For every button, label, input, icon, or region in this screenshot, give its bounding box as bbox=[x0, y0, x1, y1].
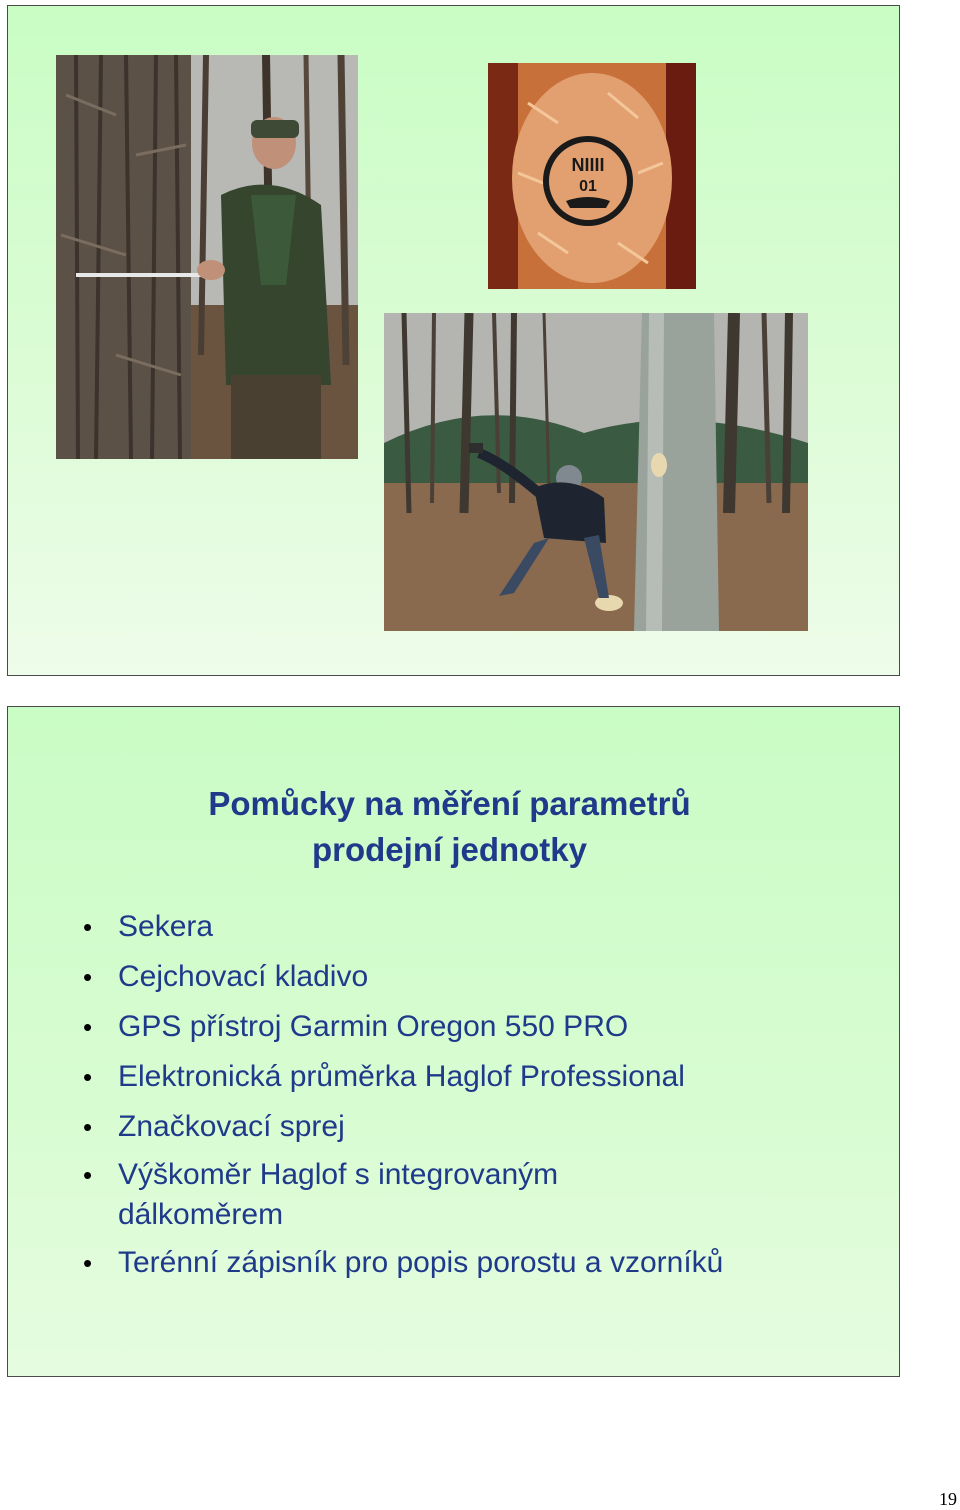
list-item bbox=[83, 1155, 678, 1235]
bullet-icon: • bbox=[83, 1012, 93, 1042]
list-item bbox=[83, 1241, 883, 1285]
tools-bullet-list bbox=[83, 905, 883, 1291]
slide-photos bbox=[7, 5, 900, 676]
slide-title-line2: prodejní jednotky bbox=[311, 831, 588, 868]
bullet-icon: • bbox=[83, 1112, 93, 1142]
photo-marking-tree-with-hammer bbox=[384, 313, 808, 631]
photo-tree-diameter-measuring bbox=[56, 55, 358, 459]
list-item-text: Terénní zápisník pro popis porostu a vzorníků bbox=[118, 1246, 724, 1279]
list-item-text: GPS přístroj Garmin Oregon 550 PRO bbox=[118, 1010, 629, 1043]
bullet-icon: • bbox=[83, 912, 93, 942]
list-item bbox=[83, 1105, 883, 1149]
list-item-text: Značkovací sprej bbox=[118, 1110, 345, 1143]
svg-text:01: 01 bbox=[579, 178, 597, 195]
slide-title-line1: Pomůcky na měření parametrů bbox=[208, 785, 691, 822]
list-item bbox=[83, 1055, 883, 1099]
list-item-text: Cejchovací kladivo bbox=[118, 960, 369, 993]
list-item-text: Elektronická průměrka Haglof Professional bbox=[118, 1060, 685, 1093]
list-item bbox=[83, 905, 883, 949]
list-item-text: Výškoměr Haglof s integrovaným dálkoměrem bbox=[118, 1158, 559, 1231]
bullet-icon: • bbox=[83, 1160, 93, 1190]
svg-text:NIIII: NIIII bbox=[571, 155, 605, 175]
bullet-icon: • bbox=[83, 1062, 93, 1092]
photo-tree-stamp bbox=[488, 63, 696, 289]
list-item bbox=[83, 955, 883, 999]
bullet-icon: • bbox=[83, 962, 93, 992]
page-number: 19 bbox=[939, 1489, 957, 1509]
slide-tools-list bbox=[7, 706, 900, 1377]
list-item bbox=[83, 1005, 883, 1049]
list-item-text: Sekera bbox=[118, 910, 214, 943]
bullet-icon: • bbox=[83, 1248, 93, 1278]
